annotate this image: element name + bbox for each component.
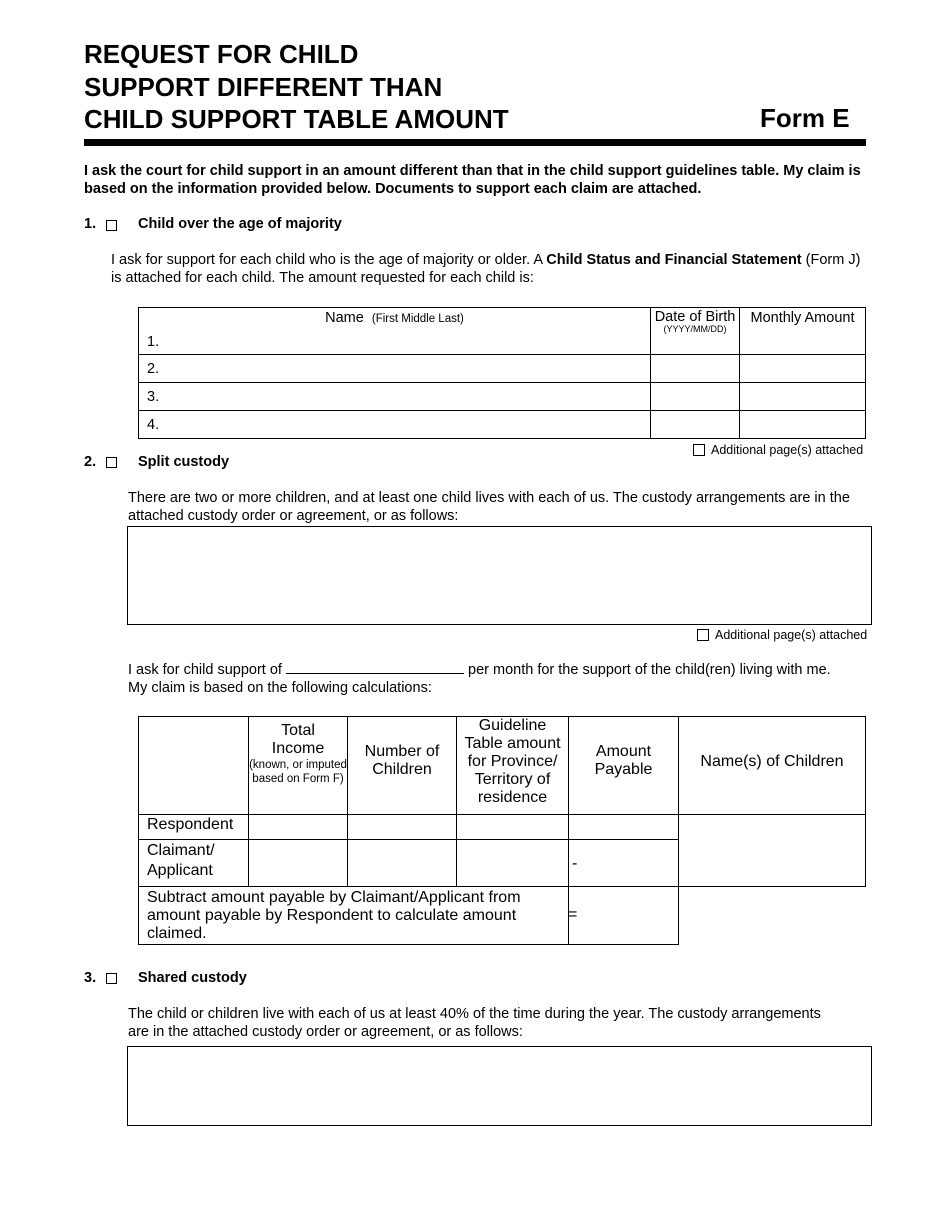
header-rule <box>84 139 866 146</box>
section-2-claim <box>128 659 888 697</box>
amount-cell-2[interactable] <box>740 355 866 383</box>
section-3-number: 3. <box>84 970 97 986</box>
section-3-paragraph: The child or children live with each of us at least 40% of the time during the year. The custody arrangements are in the attached custody order or agreement, or as follows: <box>128 1006 821 1040</box>
form-title-line-3: CHILD SUPPORT TABLE AMOUNT <box>84 104 509 134</box>
section-3-title: Shared custody <box>138 970 247 986</box>
section-1-additional-pages <box>693 443 863 457</box>
name-header-sub: (First Middle Last) <box>371 313 464 325</box>
section-2-checkbox[interactable] <box>106 457 117 468</box>
claimant-label: Claimant/ Applicant <box>138 839 249 887</box>
respondent-label: Respondent <box>138 814 249 840</box>
section-1-paragraph <box>111 251 871 287</box>
name-cell-4[interactable] <box>139 411 651 439</box>
claimant-guideline-cell[interactable] <box>456 839 569 887</box>
dob-cell-3[interactable] <box>651 383 740 411</box>
section-2-additional-pages <box>697 628 867 642</box>
amount-claimed-cell[interactable] <box>568 886 679 945</box>
minus-sign: - <box>572 855 578 872</box>
section-1-title: Child over the age of majority <box>138 216 342 232</box>
section-2-additional-checkbox[interactable] <box>697 629 709 641</box>
section-1-para-part2: (Form J) is attached for each child. The amount requested for each child is: <box>111 252 861 286</box>
claim-text-part2: per month for the support of the child(ren) living with me. <box>468 662 831 678</box>
split-custody-calculation-table <box>138 716 867 946</box>
header-empty-cell <box>138 716 249 815</box>
name-header-label: Name <box>325 310 364 326</box>
names-of-children-header: Name(s) of Children <box>678 716 866 815</box>
name-cell-1[interactable] <box>139 308 651 355</box>
row-number-2: 2. <box>147 361 160 377</box>
section-2-title: Split custody <box>138 454 230 470</box>
claim-text-line2: My claim is based on the following calculations: <box>128 680 432 696</box>
amount-cell-3[interactable] <box>740 383 866 411</box>
section-1-additional-checkbox[interactable] <box>693 444 705 456</box>
dob-cell-1[interactable] <box>651 308 740 355</box>
row-number-1: 1. <box>147 334 160 350</box>
subtract-instruction: Subtract amount payable by Claimant/Applicant from amount payable by Respondent to calculate amount claimed. <box>138 886 569 945</box>
total-income-header <box>248 716 348 815</box>
equals-sign: = <box>568 906 578 923</box>
form-title-line-1: REQUEST FOR CHILD <box>84 39 359 69</box>
claimant-income-cell[interactable] <box>248 839 348 887</box>
claim-text-part1: I ask for child support of <box>128 662 282 678</box>
form-label: Form E <box>760 103 850 133</box>
respondent-number-cell[interactable] <box>347 814 457 840</box>
dob-header: Date of Birth <box>654 309 736 325</box>
total-income-label: Total Income <box>271 722 325 757</box>
table-row <box>139 383 866 411</box>
section-1-para-part1: I ask for support for each child who is the age of majority or older. A <box>111 252 547 268</box>
names-of-children-cell[interactable] <box>678 814 866 887</box>
name-header <box>139 308 650 326</box>
form-title <box>84 38 644 136</box>
guideline-amount-header: Guideline Table amount for Province/ Territory of residence <box>456 716 569 815</box>
intro-statement: I ask the court for child support in an amount different than that in the child support guidelines table. My claim is based on the information provided below. Documents to support each claim are attached. <box>84 163 861 197</box>
amount-cell-4[interactable] <box>740 411 866 439</box>
row-number-4: 4. <box>147 417 160 433</box>
amount-cell-1[interactable] <box>740 308 866 355</box>
section-2-additional-label: Additional page(s) attached <box>715 628 868 642</box>
name-cell-3[interactable] <box>139 383 651 411</box>
split-custody-arrangements-box[interactable] <box>127 526 872 625</box>
dob-cell-4[interactable] <box>651 411 740 439</box>
claimant-payable-cell[interactable] <box>568 839 679 887</box>
claimant-number-cell[interactable] <box>347 839 457 887</box>
form-title-line-2: SUPPORT DIFFERENT THAN <box>84 71 443 102</box>
section-1-checkbox[interactable] <box>106 220 117 231</box>
amount-payable-header: Amount Payable <box>568 716 679 815</box>
number-of-children-header: Number of Children <box>347 716 457 815</box>
table-row <box>139 411 866 439</box>
section-2-paragraph: There are two or more children, and at least one child lives with each of us. The custody arrangements are in the attached custody order or agreement, or as follows: <box>128 490 850 524</box>
monthly-amount-header: Monthly Amount <box>750 310 855 326</box>
section-1-additional-label: Additional page(s) attached <box>711 443 864 457</box>
section-2-number: 2. <box>84 454 97 470</box>
children-over-majority-table <box>138 307 866 439</box>
table-row <box>139 355 866 383</box>
name-cell-2[interactable] <box>139 355 651 383</box>
section-1-number: 1. <box>84 216 97 232</box>
claim-amount-field[interactable] <box>286 659 464 674</box>
section-1-para-bold: Child Status and Financial Statement <box>546 252 802 268</box>
respondent-guideline-cell[interactable] <box>456 814 569 840</box>
respondent-income-cell[interactable] <box>248 814 348 840</box>
section-3-checkbox[interactable] <box>106 973 117 984</box>
shared-custody-arrangements-box[interactable] <box>127 1046 872 1126</box>
dob-header-sub: (YYYY/MM/DD) <box>663 324 727 334</box>
row-number-3: 3. <box>147 389 160 405</box>
total-income-sub: (known, or imputed based on Form F) <box>249 759 347 785</box>
dob-cell-2[interactable] <box>651 355 740 383</box>
respondent-payable-cell[interactable] <box>568 814 679 840</box>
